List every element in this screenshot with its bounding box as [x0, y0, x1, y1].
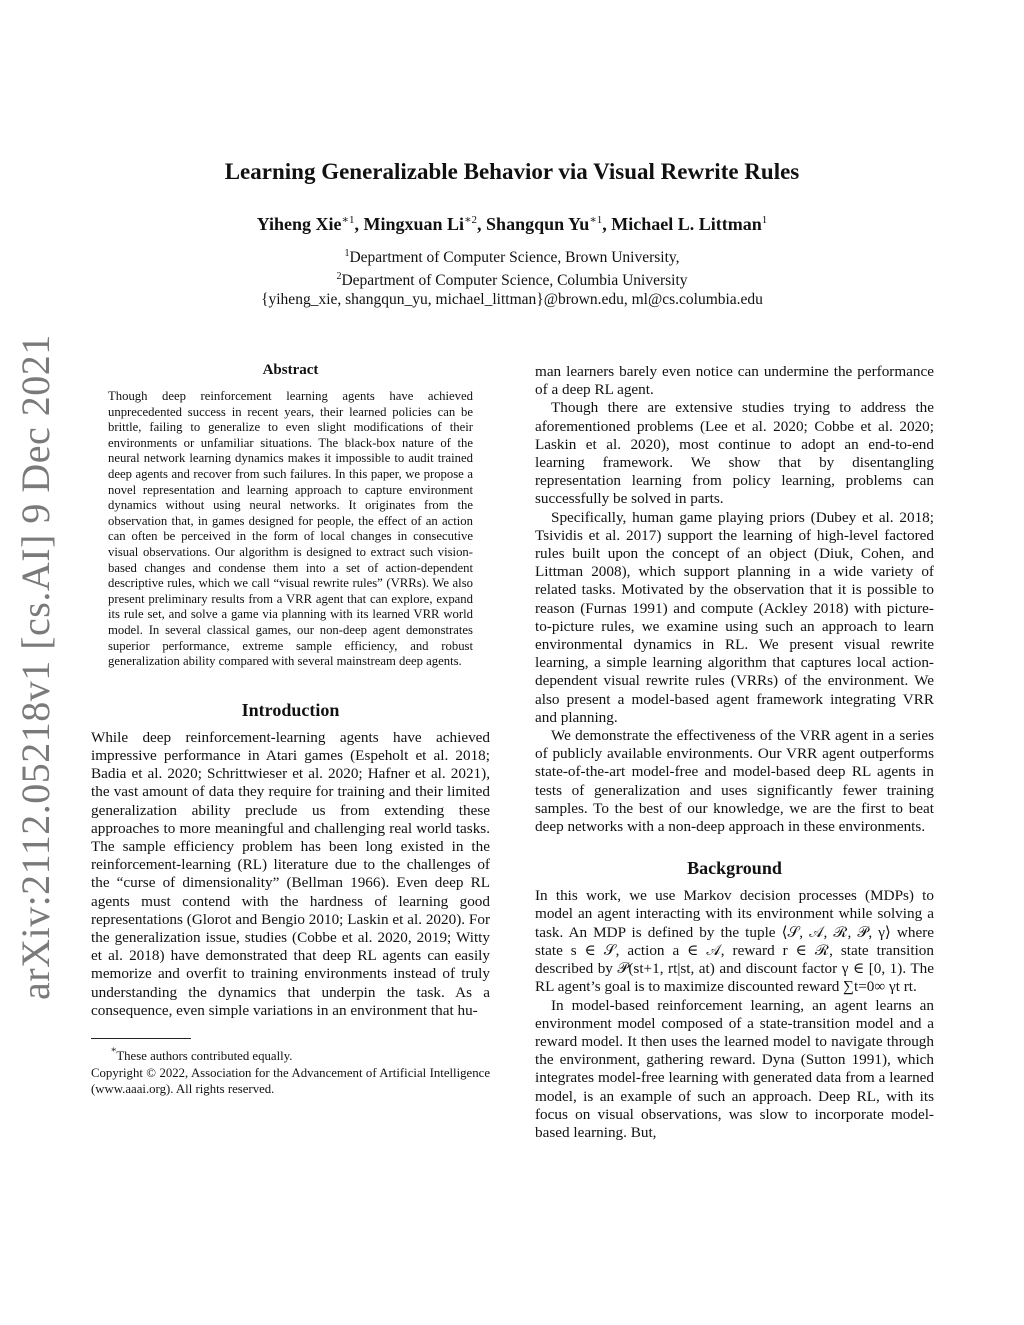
author-1: Yiheng Xie$^{∗1}$, [256, 214, 364, 234]
intro-paragraph-2: Though there are extensive studies trying to address the aforementioned problems (Lee et al. 2020; Cobbe et al. 2020; Laskin et al. 2020), most continue to adopt an end-to-end learning framework. We show that by disentangling representation learning from policy learning, problems can successfully be solved in parts. [535, 399, 934, 508]
affiliation-2: $^2$Department of Computer Science, Columbia University [336, 271, 688, 290]
right-column [535, 363, 934, 1142]
paper-title: Learning Generalizable Behavior via Visual Rewrite Rules [224, 159, 800, 184]
abstract-text: Though deep reinforcement learning agents have achieved unprecedented success in recent years, their learned policies can be brittle, failing to generalize to even slight modifications of their environments or unfamiliar situations. The black-box nature of the neural network learning dynamics makes it impossible to audit trained deep agents and recover from such failures. In this paper, we propose a novel representation and learning approach to capture environment dynamics without using neural networks. It originates from the observation that, in games designed for people, the effect of an action can often be perceived in the form of local changes in consecutive visual observations. Our algorithm is designed to extract such vision-based changes and condense them into a set of action-dependent descriptive rules, which we call “visual rewrite rules” (VRRs). We also present preliminary results from a VRR agent that can explore, expand its rule set, and solve a game via planning with its learned VRR world model. In several classical games, our non-deep agent demonstrates superior performance, extreme sample efficiency, and robust generalization ability compared with several mainstream deep agents. [108, 389, 473, 669]
author-2: Mingxuan $Li^{∗2}$, [363, 214, 487, 234]
intro-continued-paragraph: man learners barely even notice can undermine the performance of a deep RL agent. [535, 363, 934, 399]
introduction-heading: Introduction [241, 699, 340, 720]
author-4: Michael L. Littman$^1$ [611, 214, 768, 234]
footnote: *These authors contributed equally. [111, 1046, 293, 1064]
author-3: Shangqun $Yu^{∗1}$, [486, 214, 612, 234]
affiliations [0, 244, 1024, 309]
copyright-notice: Copyright © 2022, Association for the Advancement of Artificial Intelligence (www.aaai.org). All rights reserved. [91, 1066, 490, 1096]
left-column [91, 362, 490, 1097]
footnote-divider [91, 1038, 191, 1039]
intro-paragraph-4: We demonstrate the effectiveness of the VRR agent in a series of publicly available environments. Our VRR agent outperforms state-of-the-art model-free and model-based deep RL agents in tests of generalization and uses significantly fewer training samples. To the best of our knowledge, we are the first to beat deep networks with a non-deep approach in these environments. [535, 727, 934, 836]
author-emails: {yiheng_xie, shangqun_yu, michael_littman}@brown.edu, ml@cs.columbia.edu [261, 291, 763, 309]
background-heading: Background [687, 858, 782, 879]
intro-paragraph-3: Specifically, human game playing priors (Dubey et al. 2018; Tsividis et al. 2017) support the learning of high-level factored rules built upon the concept of an object (Diuk, Cohen, and Littman 2008), which support planning in a wide variety of related tasks. Motivated by the observation that it is possible to reason (Furnas 1991) and compute (Ackley 2018) with picture-to-picture rules, we examine using such an approach to learn environmental dynamics in RL. We present visual rewrite learning, a simple learning algorithm that captures local action-dependent visual rewrite rules (VRRs) of the environment. We also present a model-based agent framework integrating VRR and planning. [535, 508, 934, 726]
affiliation-1: $^1$Department of Computer Science, Brown University, [344, 248, 680, 267]
introduction-paragraph: While deep reinforcement-learning agents have achieved impressive performance in Atari games (Espeholt et al. 2018; Badia et al. 2020; Schrittwieser et al. 2020; Hafner et al. 2021), the vast amount of data they require for training and their limited generalization ability preclude us from extending these approaches to more meaningful and challenging real world tasks. The sample efficiency problem has been long existed in the reinforcement-learning (RL) literature due to the challenges of the “curse of dimensionality” (Bellman 1966). Even deep RL agents must contend with the hardness of learning good representations (Glorot and Bengio 2010; Laskin et al. 2020). For the generalization issue, studies (Cobbe et al. 2020, 2019; Witty et al. 2018) have demonstrated that deep RL agents can easily memorize and overfit to training environments instead of truly understanding the dynamics that underpin the task. As a consequence, even simple variations in an environment that hu- [91, 728, 490, 1019]
arxiv-identifier-stamp: arXiv:2112.05218v1 [cs.AI] 9 Dec 2021 [13, 334, 58, 1000]
background-paragraph-1: In this work, we use Markov decision processes (MDPs) to model an agent interacting with its environment while solving a task. An MDP is defined by the tuple ⟨𝒮, 𝒜, ℛ, 𝒫, γ⟩ where state s ∈ 𝒮, action a ∈ 𝒜, reward r ∈ ℛ, state transition described by 𝒫(st+1, rt|st, at) and discount factor γ ∈ [0, 1). The RL agent’s goal is to maximize discounted reward ∑t=0∞ γt rt. [535, 887, 934, 996]
author-list [0, 213, 1024, 235]
abstract-heading: Abstract [262, 362, 319, 378]
background-paragraph-2: In model-based reinforcement learning, an agent learns an environment model composed of a state-transition model and a reward model. It then uses the learned model to navigate through the environment, gathering reward. Dyna (Sutton 1991), which integrates model-free learning with generated data from a learned model, is an example of such an approach. Deep RL, with its focus on visual observations, was slow to incorporate model-based learning. But, [535, 996, 934, 1141]
